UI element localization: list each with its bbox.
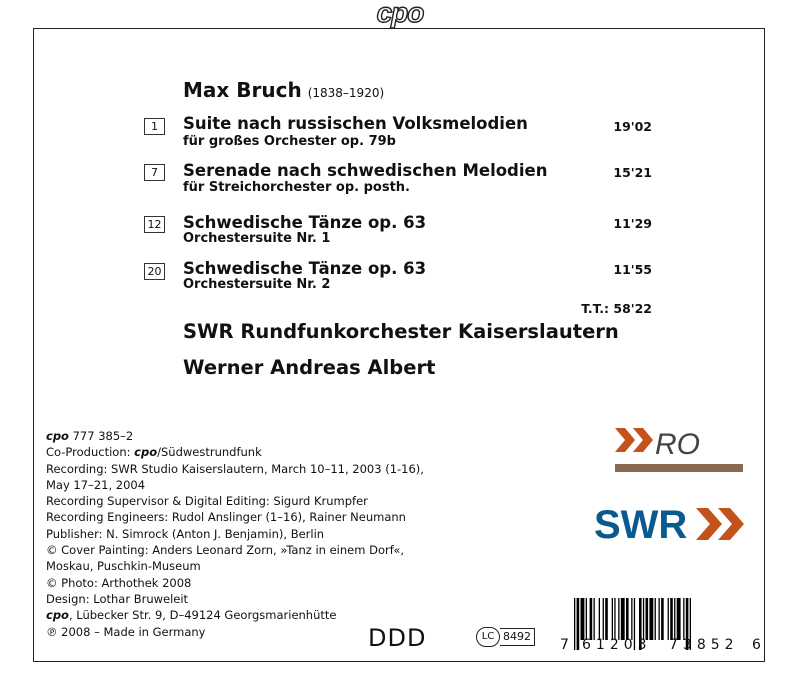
barcode-first-digit: 7 (560, 637, 569, 653)
credits-block (46, 428, 466, 640)
track-number: 12 (144, 216, 165, 233)
barcode-bar (614, 598, 615, 640)
barcode-bar (621, 598, 625, 640)
barcode-bar (674, 598, 675, 640)
ro-bar (615, 464, 743, 472)
track-subtitle: für Streichorchester op. posth. (183, 180, 410, 195)
ddd-code: DDD (368, 624, 427, 652)
cover-painting-line-2: Moskau, Puschkin-Museum (46, 559, 201, 574)
cpo-brand: cpo (134, 445, 158, 460)
address-text: , Lübecker Str. 9, D–49124 Georgsmarienhütte (68, 608, 337, 623)
engineers-line: Recording Engineers: Rudol Anslinger (1–16), Rainer Neumann (46, 510, 406, 525)
photo-line: © Photo: Arthothek 2008 (46, 575, 192, 590)
catalog-number: 777 385–2 (68, 429, 134, 443)
barcode-bar (581, 598, 585, 640)
barcode-bar (668, 598, 669, 640)
track-title: Schwedische Tänze op. 63 (183, 259, 427, 278)
track-number: 1 (144, 118, 165, 135)
track-duration: 11'55 (613, 262, 652, 277)
barcode-bar (594, 598, 595, 640)
barcode-bar (659, 598, 660, 640)
barcode-bar (631, 598, 632, 640)
catalog-line (46, 428, 466, 444)
lc-prefix: LC (476, 627, 500, 647)
composer-name: Max Bruch (183, 78, 302, 102)
copyright-line: ℗ 2008 – Made in Germany (46, 624, 206, 639)
cpo-brand: cpo (46, 608, 69, 623)
track-title: Schwedische Tänze op. 63 (183, 213, 427, 232)
arrow-icon (615, 428, 635, 452)
track-title: Serenade nach schwedischen Melodien (183, 161, 548, 180)
swr-logo (594, 498, 754, 548)
recording-line-2: May 17–21, 2004 (46, 477, 146, 492)
publisher-line: Publisher: N. Simrock (Anton J. Benjamin), Berlin (46, 526, 325, 541)
ro-text: RO (655, 428, 700, 461)
barcode-bar (661, 598, 664, 640)
track-duration: 19'02 (613, 119, 652, 134)
coproduction-suffix: /Südwestrundfunk (157, 445, 262, 460)
barcode-left-group: 61203 (582, 637, 652, 653)
composer-heading (183, 78, 384, 105)
recording-line: Recording: SWR Studio Kaiserslautern, March 10–11, 2003 (1-16), (46, 461, 424, 476)
track-subtitle: Orchestersuite Nr. 1 (183, 231, 331, 246)
lc-number: 8492 (500, 628, 535, 646)
supervisor-line: Recording Supervisor & Digital Editing: Sigurd Krumpfer (46, 494, 368, 509)
arrow-icon (633, 428, 653, 452)
barcode-bar (605, 598, 608, 640)
barcode-bar (643, 598, 644, 640)
arrow-icon (696, 508, 722, 540)
barcode-bar (646, 598, 649, 640)
cpo-logo: cpo (376, 0, 424, 28)
ro-logo (613, 424, 747, 490)
barcode-bar (670, 598, 673, 640)
address-line (46, 607, 466, 623)
barcode-bar (626, 598, 629, 640)
track-subtitle: Orchestersuite Nr. 2 (183, 277, 331, 292)
barcode-bar (590, 598, 593, 640)
barcode-bar (603, 598, 604, 640)
conductor-name: Werner Andreas Albert (183, 356, 436, 379)
track-duration: 15'21 (613, 165, 652, 180)
barcode-bar (618, 598, 619, 640)
barcode-bar (683, 598, 684, 640)
composer-years: (1838–1920) (307, 86, 385, 100)
cover-painting-line: © Cover Painting: Anders Leonard Zorn, »Tanz in einem Dorf«, (46, 543, 405, 558)
orchestra-name: SWR Rundfunkorchester Kaiserslautern (183, 320, 619, 343)
barcode-right-group: 73852 (669, 637, 739, 653)
barcode-bar (586, 598, 587, 640)
coproduction-line (46, 444, 466, 460)
barcode-bar (612, 598, 613, 640)
barcode-last-digit: 6 (752, 637, 761, 653)
total-time: T.T.: 58'22 (581, 301, 652, 316)
barcode-bar (677, 598, 681, 640)
barcode-bar (599, 598, 600, 640)
barcode-bar (649, 598, 653, 640)
track-subtitle: für großes Orchester op. 79b (183, 134, 396, 149)
track-number: 20 (144, 263, 165, 280)
track-number: 7 (144, 164, 165, 181)
design-line: Design: Lothar Bruweleit (46, 591, 189, 606)
barcode-digits (560, 638, 765, 652)
swr-text: SWR (594, 503, 688, 547)
barcode-bar (655, 598, 656, 640)
track-duration: 11'29 (613, 216, 652, 231)
cpo-brand: cpo (46, 429, 69, 443)
track-title: Suite nach russischen Volksmelodien (183, 114, 528, 133)
coproduction-prefix: Co-Production: (46, 445, 135, 460)
label-code (476, 626, 535, 648)
